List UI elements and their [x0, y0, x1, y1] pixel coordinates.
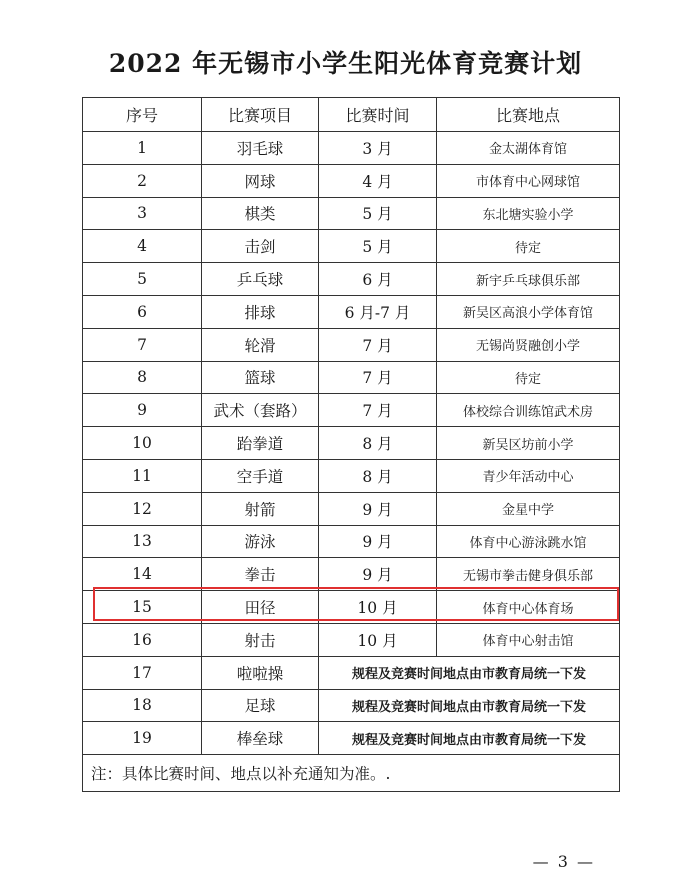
table-row — [83, 623, 620, 656]
note-text: 注：具体比赛时间、地点以补充通知为准。. — [83, 755, 620, 792]
cell-time: 3 月 — [319, 132, 437, 165]
cell-no: 11 — [83, 459, 202, 492]
cell-venue: 青少年活动中心 — [437, 459, 620, 492]
table-row — [83, 492, 620, 525]
cell-venue: 新吴区坊前小学 — [437, 427, 620, 460]
header-no: 序号 — [83, 98, 202, 132]
cell-venue: 新宇乒乓球俱乐部 — [437, 263, 620, 296]
table-row — [83, 295, 620, 328]
table-row — [83, 722, 620, 755]
cell-no: 9 — [83, 394, 202, 427]
header-time: 比赛时间 — [319, 98, 437, 132]
cell-event: 足球 — [202, 689, 319, 722]
cell-event: 羽毛球 — [202, 132, 319, 165]
cell-venue: 体育中心游泳跳水馆 — [437, 525, 620, 558]
table-row — [83, 361, 620, 394]
cell-no: 18 — [83, 689, 202, 722]
cell-time: 5 月 — [319, 230, 437, 263]
cell-venue: 无锡市拳击健身俱乐部 — [437, 558, 620, 591]
cell-venue: 金太湖体育馆 — [437, 132, 620, 165]
cell-event: 空手道 — [202, 459, 319, 492]
cell-time: 6 月 — [319, 263, 437, 296]
cell-no: 4 — [83, 230, 202, 263]
cell-time: 7 月 — [319, 328, 437, 361]
cell-time: 8 月 — [319, 459, 437, 492]
cell-no: 1 — [83, 132, 202, 165]
cell-event: 棒垒球 — [202, 722, 319, 755]
cell-merged: 规程及竞赛时间地点由市教育局统一下发 — [319, 722, 620, 755]
note-row — [83, 755, 620, 792]
cell-event: 跆拳道 — [202, 427, 319, 460]
cell-time: 9 月 — [319, 558, 437, 591]
cell-venue: 新吴区高浪小学体育馆 — [437, 295, 620, 328]
cell-no: 2 — [83, 164, 202, 197]
table-row — [83, 263, 620, 296]
table-row — [83, 132, 620, 165]
cell-event: 轮滑 — [202, 328, 319, 361]
cell-venue: 待定 — [437, 361, 620, 394]
cell-no: 5 — [83, 263, 202, 296]
cell-time: 10 月 — [319, 591, 437, 624]
table-row — [83, 689, 620, 722]
cell-no: 6 — [83, 295, 202, 328]
cell-no: 12 — [83, 492, 202, 525]
cell-venue: 待定 — [437, 230, 620, 263]
header-event: 比赛项目 — [202, 98, 319, 132]
table-header-row — [83, 98, 620, 132]
cell-venue: 体育中心射击馆 — [437, 623, 620, 656]
cell-venue: 无锡尚贤融创小学 — [437, 328, 620, 361]
table-row — [83, 394, 620, 427]
cell-no: 16 — [83, 623, 202, 656]
cell-no: 14 — [83, 558, 202, 591]
cell-event: 射箭 — [202, 492, 319, 525]
page-number: — 3 — — [532, 852, 595, 871]
cell-venue: 体校综合训练馆武术房 — [437, 394, 620, 427]
cell-time: 7 月 — [319, 394, 437, 427]
table-row — [83, 656, 620, 689]
table-row — [83, 197, 620, 230]
cell-event: 篮球 — [202, 361, 319, 394]
cell-venue: 体育中心体育场 — [437, 591, 620, 624]
cell-no: 7 — [83, 328, 202, 361]
cell-no: 13 — [83, 525, 202, 558]
cell-venue: 市体育中心网球馆 — [437, 164, 620, 197]
cell-event: 排球 — [202, 295, 319, 328]
cell-event: 棋类 — [202, 197, 319, 230]
table-row — [83, 558, 620, 591]
cell-no: 19 — [83, 722, 202, 755]
cell-time: 9 月 — [319, 525, 437, 558]
table-row — [83, 164, 620, 197]
cell-event: 击剑 — [202, 230, 319, 263]
cell-no: 15 — [83, 591, 202, 624]
table-row — [83, 459, 620, 492]
cell-event: 武术（套路） — [202, 394, 319, 427]
cell-time: 4 月 — [319, 164, 437, 197]
cell-event: 拳击 — [202, 558, 319, 591]
table-row — [83, 328, 620, 361]
document-title: 2022 年无锡市小学生阳光体育竞赛计划 — [108, 49, 583, 78]
cell-merged: 规程及竞赛时间地点由市教育局统一下发 — [319, 656, 620, 689]
cell-event: 射击 — [202, 623, 319, 656]
cell-venue: 金星中学 — [437, 492, 620, 525]
cell-time: 7 月 — [319, 361, 437, 394]
cell-time: 5 月 — [319, 197, 437, 230]
competition-table — [82, 97, 620, 792]
cell-time: 8 月 — [319, 427, 437, 460]
header-venue: 比赛地点 — [437, 98, 620, 132]
cell-event: 网球 — [202, 164, 319, 197]
cell-event: 田径 — [202, 591, 319, 624]
cell-no: 10 — [83, 427, 202, 460]
cell-no: 17 — [83, 656, 202, 689]
table-row — [83, 525, 620, 558]
cell-time: 9 月 — [319, 492, 437, 525]
cell-time: 6 月-7 月 — [319, 295, 437, 328]
table-row — [83, 427, 620, 460]
table-row — [83, 230, 620, 263]
cell-event: 啦啦操 — [202, 656, 319, 689]
cell-no: 8 — [83, 361, 202, 394]
cell-venue: 东北塘实验小学 — [437, 197, 620, 230]
cell-event: 乒乓球 — [202, 263, 319, 296]
cell-no: 3 — [83, 197, 202, 230]
cell-time: 10 月 — [319, 623, 437, 656]
highlight-box — [93, 587, 619, 621]
cell-merged: 规程及竞赛时间地点由市教育局统一下发 — [319, 689, 620, 722]
cell-event: 游泳 — [202, 525, 319, 558]
